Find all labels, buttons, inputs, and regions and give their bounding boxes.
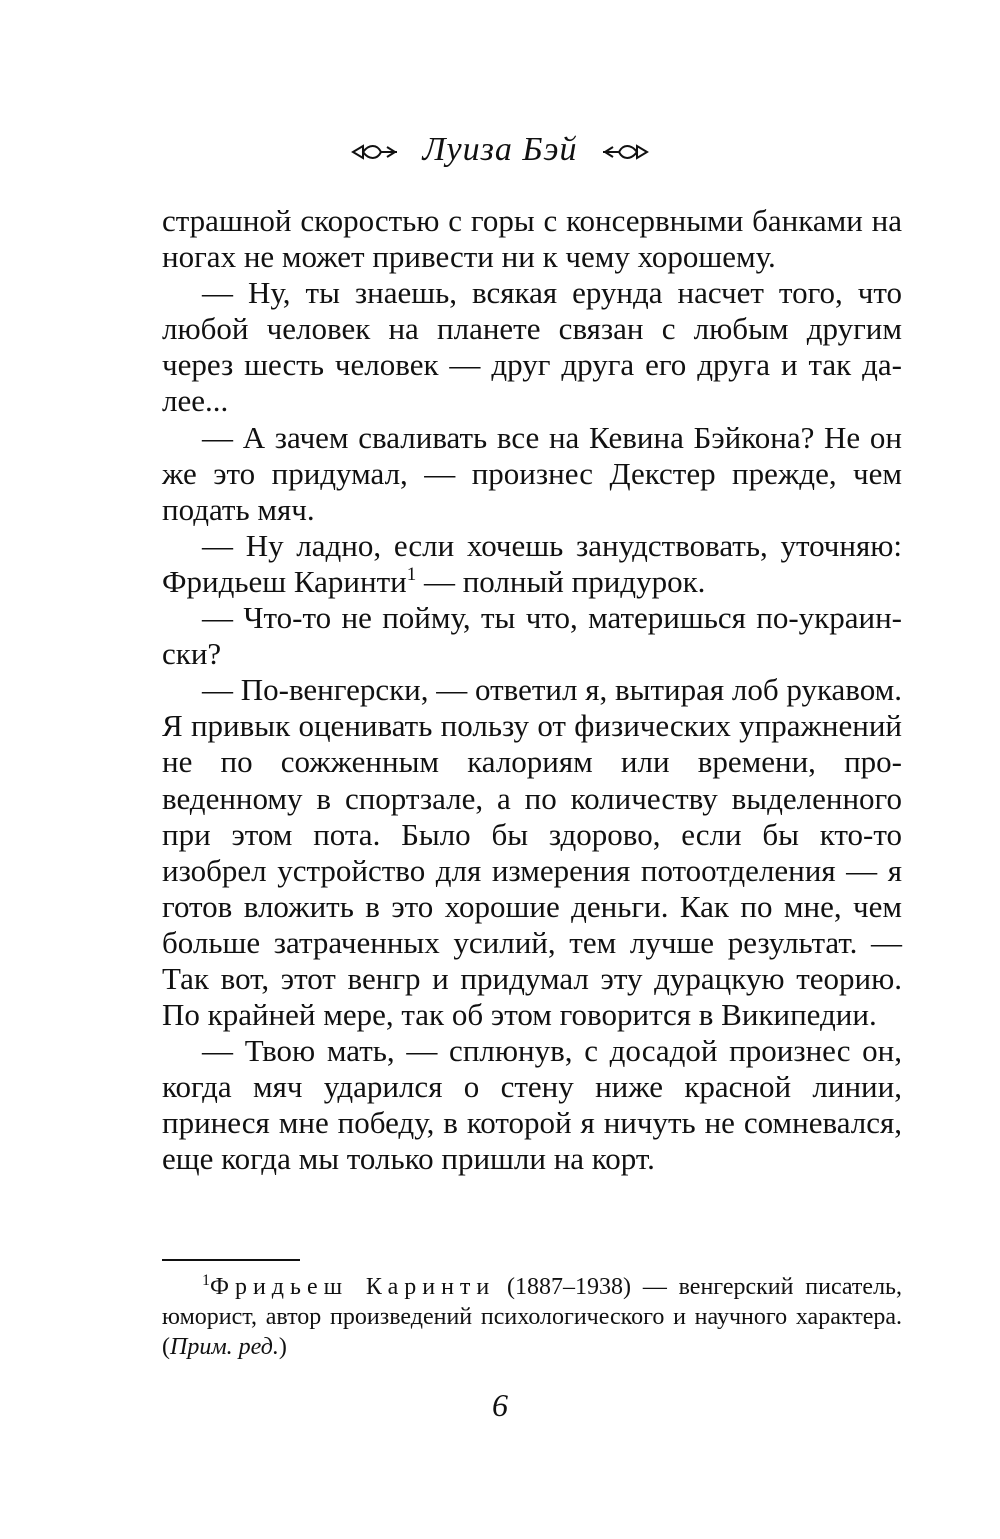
paragraph-text: — полный придурок.: [416, 563, 706, 599]
footnote-divider: [162, 1259, 300, 1261]
paragraph: — Что-то не пойму, ты что, материшься по-украински?: [162, 600, 902, 672]
running-head: [0, 128, 1000, 172]
footnote-name: Фридьеш Каринти: [210, 1274, 496, 1300]
paragraph: [162, 528, 902, 600]
right-ornament-icon: [601, 141, 649, 163]
paragraph: — По-венгерски, — ответил я, вытирая лоб рукавом. Я привык оценивать пользу от физических упражнений не по сожженным калориям или времени, проведенному в спортзале, а по количеству выделенного при этом пота. Было бы здорово, если бы кто-то изобрел устройство для измерения потоотделения — я готов вложить в это хорошие деньги. Как по мне, чем больше затраченных усилий, тем лучше результат. — Так вот, этот венгр и придумал эту дурацкую теорию. По крайней мере, так об этом говорится в Википедии.: [162, 672, 902, 1033]
paragraph: — Ну, ты знаешь, всякая ерунда насчет того, что любой человек на планете связан с любым другим через шесть человек — друг друга его друга и так далее...: [162, 275, 902, 419]
footnote-text: (1887–1938) — венгерский писатель, юморист, автор произведений психологического и научного характера. (: [162, 1274, 902, 1360]
paragraph-text: — Ну ладно, если хочешь занудствовать, уточняю: Фридьеш Каринти: [162, 527, 902, 599]
page-number: 6: [492, 1387, 508, 1423]
editor-note: Прим. ред.: [170, 1334, 279, 1360]
body-text: [162, 203, 902, 1178]
paragraph: — Твою мать, — сплюнув, с досадой произнес он, когда мяч ударился о стену ниже красной линии, принеся мне победу, в которой я ничуть не сомневался, еще когда мы только пришли на корт.: [162, 1033, 902, 1177]
paragraph: — А зачем сваливать все на Кевина Бэйкона? Не он же это придумал, — произнес Декстер прежде, чем подать мяч.: [162, 419, 902, 527]
author-name: Луиза Бэй: [422, 131, 578, 168]
footnote: [162, 1272, 902, 1362]
left-ornament-icon: [351, 141, 399, 163]
footnote-mark: 1: [202, 1272, 210, 1289]
paragraph: страшной скоростью с горы с консервными банками на ногах не может привести ни к чему хорошему.: [162, 203, 902, 275]
footnote-close: ): [278, 1334, 287, 1360]
footnote-reference: 1: [406, 563, 417, 585]
